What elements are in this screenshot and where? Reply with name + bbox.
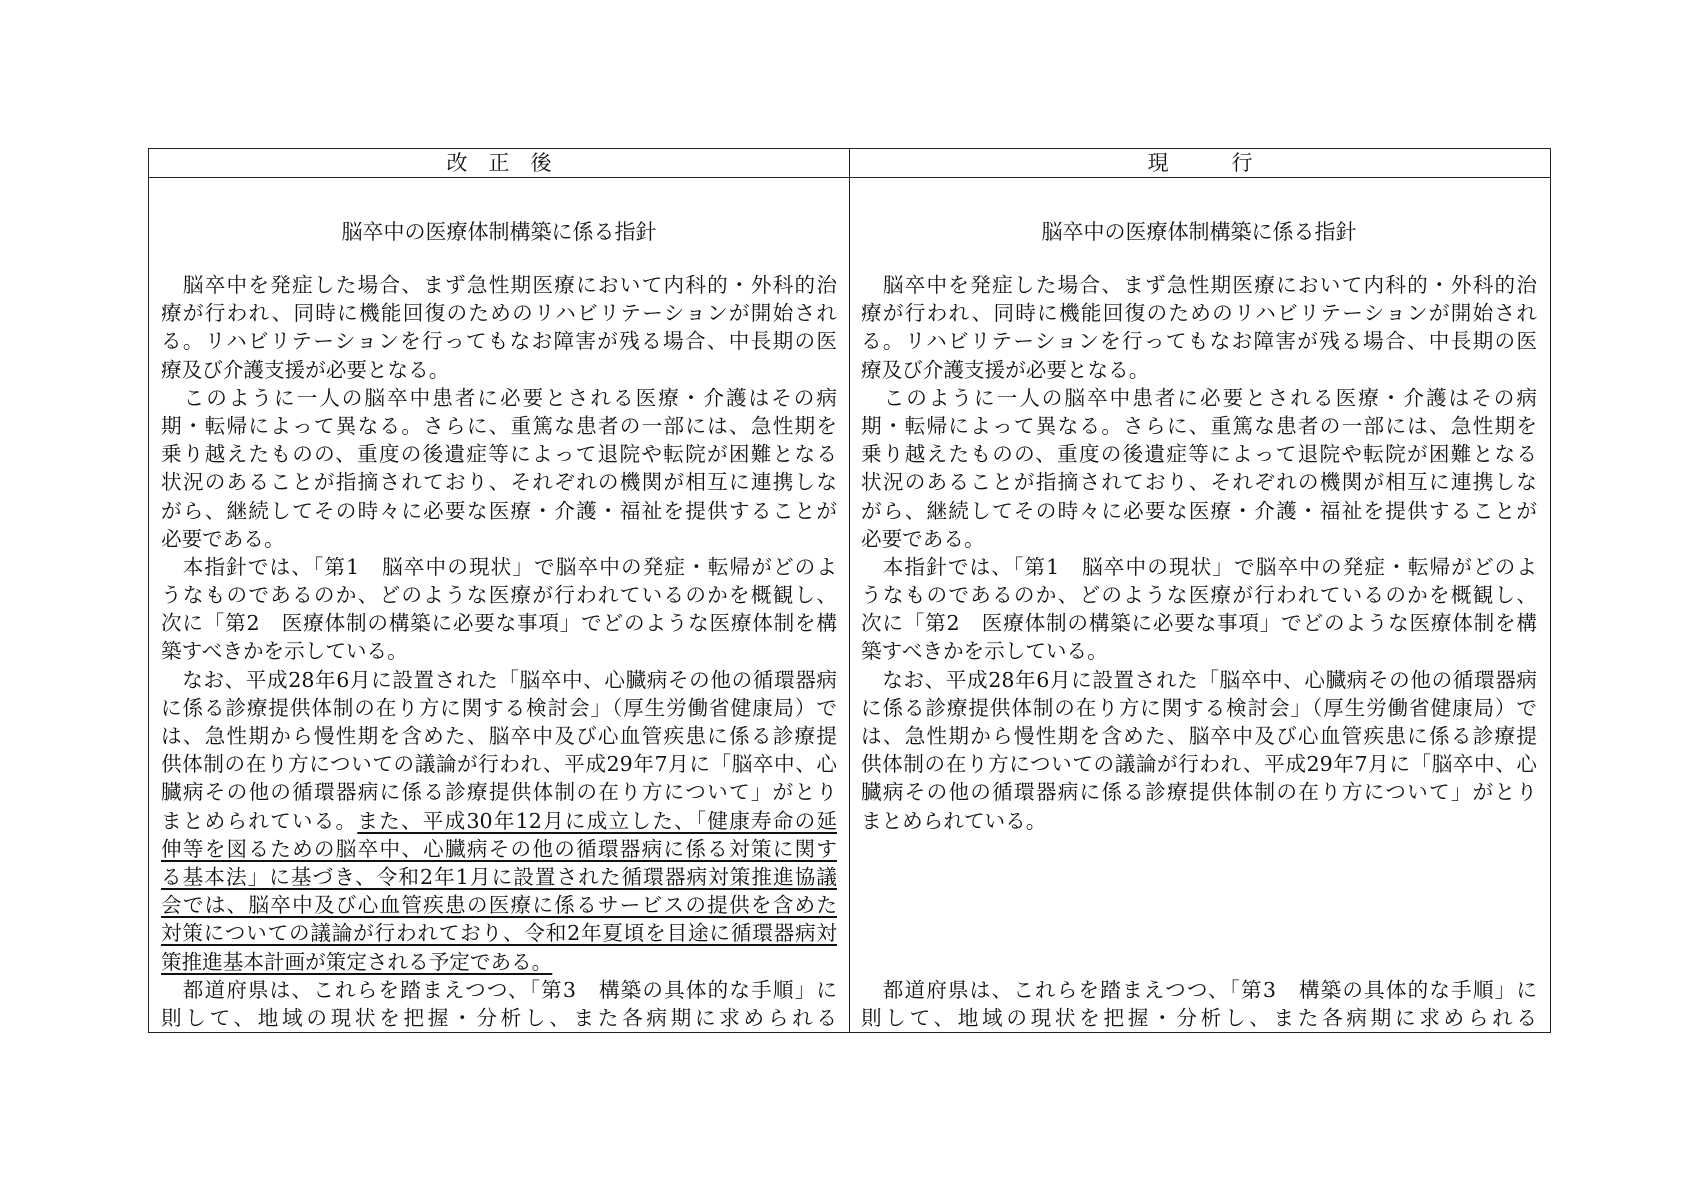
current-line: うなものであるのか、どのような医療が行われているのかを概観し、	[861, 583, 1537, 608]
revised-line-text: 必要である。	[161, 526, 285, 551]
revised-line-amendment: 対策についての議論が行われており、令和2年夏頃を目途に循環器病対	[161, 921, 837, 946]
current-line: なお、平成28年6月に設置された「脳卒中、心臓病その他の循環器病	[861, 667, 1537, 692]
revised-line	[161, 637, 837, 665]
revised-line-text: る。リハビリテーションを行ってもなお障害が残る場合、中長期の医	[161, 329, 837, 354]
revised-line-text: 次に「第2 医療体制の構築に必要な事項」でどのような医療体制を構	[161, 611, 837, 636]
revised-line-amendment: 伸等を図るための脳卒中、心臓病その他の循環器病に係る対策に関す	[161, 836, 837, 861]
revised-line	[161, 750, 837, 778]
revised-line	[161, 976, 837, 1004]
revised-line-amendment: 策推進基本計画が策定される予定である。	[161, 949, 553, 974]
current-line: 状況のあることが指摘されており、それぞれの機関が相互に連携しな	[861, 470, 1537, 495]
revised-line	[161, 440, 837, 468]
revised-line	[161, 609, 837, 637]
revised-column	[161, 178, 837, 1032]
current-line: 則して、地域の現状を把握・分析し、また各病期に求められる	[861, 1005, 1537, 1030]
revised-line	[161, 1004, 837, 1032]
current-line: 療及び介護支援が必要となる。	[861, 357, 1150, 382]
revised-line-text: 期・転帰によって異なる。さらに、重篤な患者の一部には、急性期を	[161, 413, 837, 438]
revised-line-text: 供体制の在り方についての議論が行われ、平成29年7月に「脳卒中、心	[161, 752, 837, 777]
revised-line-text: 築すべきかを示している。	[161, 639, 408, 664]
revised-line	[161, 722, 837, 750]
current-line: 乗り越えたものの、重度の後遺症等によって退院や転院が困難となる	[861, 442, 1537, 467]
revised-line	[161, 807, 837, 835]
revised-line	[161, 919, 837, 947]
revised-line-text: 脳卒中を発症した場合、まず急性期医療において内科的・外科的治	[161, 273, 837, 297]
revised-line	[161, 835, 837, 863]
revised-line	[161, 553, 837, 581]
revised-line-text: 本指針では、「第1 脳卒中の現状」で脳卒中の発症・転帰がどのよ	[161, 554, 837, 579]
revised-line	[161, 948, 837, 976]
revised-line-text: うなものであるのか、どのような医療が行われているのかを概観し、	[161, 583, 837, 608]
current-line: る。リハビリテーションを行ってもなお障害が残る場合、中長期の医	[861, 329, 1537, 354]
revised-line-amendment: また、平成30年12月に成立した、「健康寿命の延	[357, 808, 837, 833]
current-line: まとめられている。	[861, 808, 1047, 833]
revised-line-amendment: 会では、脳卒中及び心血管疾患の医療に係るサービスの提供を含めた	[161, 893, 837, 918]
current-line: がら、継続してその時々に必要な医療・介護・福祉を提供することが	[861, 498, 1537, 523]
revised-line-text: なお、平成28年6月に設置された「脳卒中、心臓病その他の循環器病	[161, 667, 837, 692]
revised-title: 脳卒中の医療体制構築に係る指針	[341, 220, 657, 244]
current-line: 臓病その他の循環器病に係る診療提供体制の在り方について」がとり	[861, 780, 1537, 805]
revised-line-text: 則して、地域の現状を把握・分析し、また各病期に求められる	[161, 1005, 837, 1030]
current-line: 期・転帰によって異なる。さらに、重篤な患者の一部には、急性期を	[861, 413, 1537, 438]
current-title: 脳卒中の医療体制構築に係る指針	[1041, 220, 1357, 244]
revised-line	[161, 384, 837, 412]
revised-body	[161, 271, 837, 1032]
current-line: このように一人の脳卒中患者に必要とされる医療・介護はその病	[861, 385, 1537, 410]
revised-line-text: に係る診療提供体制の在り方に関する検討会」（厚生労働省健康局）で	[161, 695, 837, 720]
revised-line-text: まとめられている。	[161, 808, 358, 833]
current-line: 脳卒中を発症した場合、まず急性期医療において内科的・外科的治	[861, 273, 1537, 297]
revised-line-amendment: る基本法」に基づき、令和2年1月に設置された循環器病対策推進協議	[161, 864, 837, 889]
revised-line	[161, 356, 837, 384]
revised-line	[161, 581, 837, 609]
revised-line	[161, 468, 837, 496]
revised-line	[161, 497, 837, 525]
revised-line	[161, 666, 837, 694]
revised-line	[161, 412, 837, 440]
revised-line-text: このように一人の脳卒中患者に必要とされる医療・介護はその病	[161, 385, 837, 410]
revised-line-text: 乗り越えたものの、重度の後遺症等によって退院や転院が困難となる	[161, 442, 837, 467]
header-revised: 改 正 後	[446, 151, 552, 175]
current-line: 都道府県は、これらを踏まえつつ、「第3 構築の具体的な手順」に	[861, 977, 1537, 1002]
current-line: 築すべきかを示している。	[861, 639, 1108, 664]
revised-line-text: は、急性期から慢性期を含めた、脳卒中及び心血管疾患に係る診療提	[161, 724, 837, 748]
current-line: に係る診療提供体制の在り方に関する検討会」（厚生労働省健康局）で	[861, 695, 1537, 720]
revised-line-text: 療が行われ、同時に機能回復のためのリハビリテーションが開始され	[161, 301, 837, 326]
current-line: 療が行われ、同時に機能回復のためのリハビリテーションが開始され	[861, 301, 1537, 326]
current-line: は、急性期から慢性期を含めた、脳卒中及び心血管疾患に係る診療提	[861, 724, 1537, 748]
header-current: 現 行	[1147, 151, 1253, 175]
revised-line-text: 療及び介護支援が必要となる。	[161, 357, 450, 382]
revised-line	[161, 891, 837, 919]
current-body	[861, 271, 1537, 1032]
revised-line	[161, 299, 837, 327]
current-column	[861, 178, 1537, 1032]
revised-line-text: 都道府県は、これらを踏まえつつ、「第3 構築の具体的な手順」に	[161, 977, 837, 1002]
revised-line	[161, 327, 837, 355]
revised-line	[161, 863, 837, 891]
current-line: 本指針では、「第1 脳卒中の現状」で脳卒中の発症・転帰がどのよ	[861, 554, 1537, 579]
revised-line-text: 状況のあることが指摘されており、それぞれの機関が相互に連携しな	[161, 470, 837, 495]
revised-line-text: がら、継続してその時々に必要な医療・介護・福祉を提供することが	[161, 498, 837, 523]
current-line: 必要である。	[861, 526, 985, 551]
comparison-table	[148, 148, 1551, 1033]
current-line: 次に「第2 医療体制の構築に必要な事項」でどのような医療体制を構	[861, 611, 1537, 636]
revised-line-text: 臓病その他の循環器病に係る診療提供体制の在り方について」がとり	[161, 780, 837, 805]
revised-line	[161, 271, 837, 299]
revised-line	[161, 525, 837, 553]
revised-line	[161, 694, 837, 722]
current-line: 供体制の在り方についての議論が行われ、平成29年7月に「脳卒中、心	[861, 752, 1537, 777]
revised-line	[161, 778, 837, 806]
column-divider	[849, 149, 850, 1032]
